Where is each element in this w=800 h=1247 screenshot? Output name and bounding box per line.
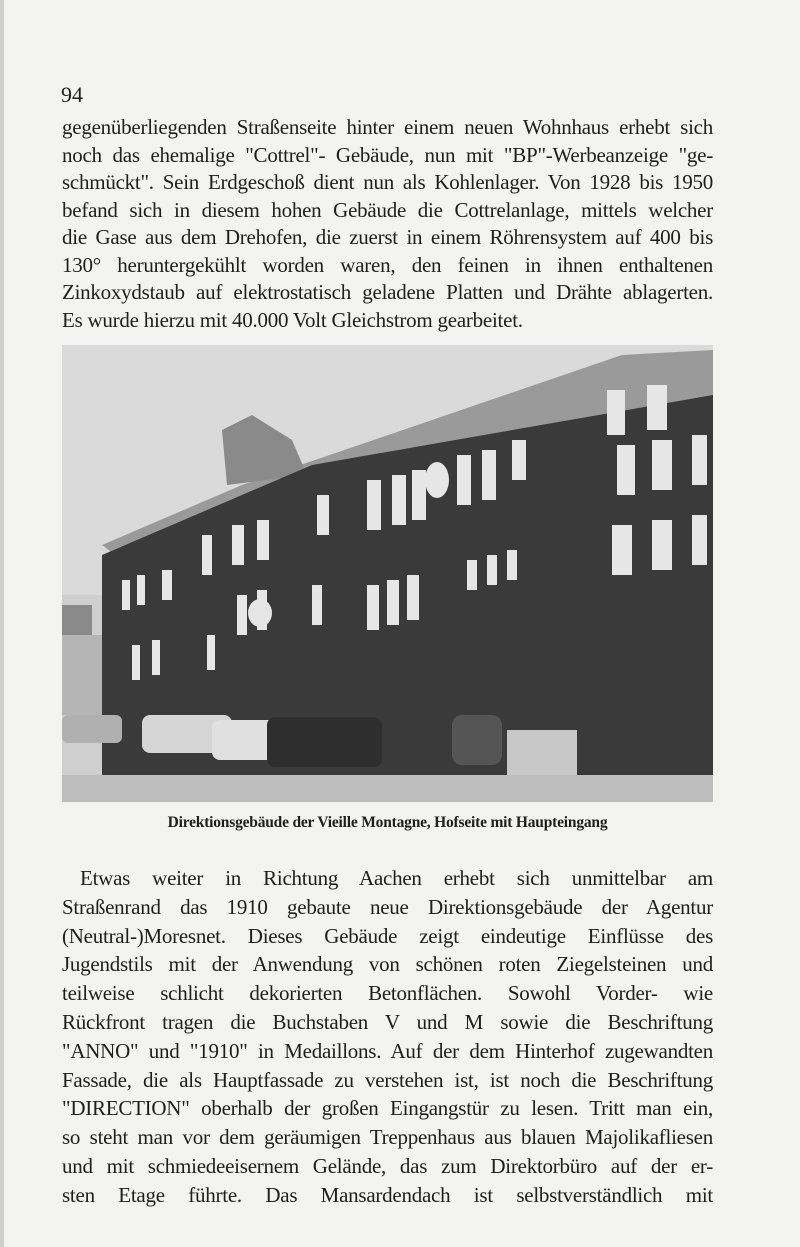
text-line: "ANNO" und "1910" in Medaillons. Auf der dem Hinterhof zugewandten <box>62 1038 713 1063</box>
text-line: befand sich in diesem hohen Gebäude die Cottrelanlage, mittels welcher <box>62 197 713 222</box>
text-line: Es wurde hierzu mit 40.000 Volt Gleichstrom gearbeitet. <box>62 307 523 332</box>
text-line: die Gase aus dem Drehofen, die zuerst in einem Röhrensystem auf 400 bis <box>62 225 713 249</box>
text-line: Rückfront tragen die Buchstaben V und M sowie die Beschriftung <box>62 1009 713 1034</box>
text-line: so steht man vor dem geräumigen Treppenhaus aus blauen Majolikafliesen <box>62 1125 713 1150</box>
text-line: Etwas weiter in Richtung Aachen erhebt sich unmittelbar am <box>80 866 713 890</box>
text-line: sten Etage führte. Das Mansardendach ist selbstverständlich mit <box>62 1182 713 1207</box>
text-line: (Neutral-)Moresnet. Dieses Gebäude zeigt eindeutige Einflüsse des <box>62 923 713 948</box>
text-line: Jugendstils mit der Anwendung von schönen roten Ziegelsteinen und <box>62 952 713 977</box>
text-line: Fassade, die als Hauptfassade zu verstehen ist, ist noch die Beschriftung <box>62 1067 713 1092</box>
text-line: Straßenrand das 1910 gebaute neue Direktionsgebäude der Agentur <box>62 894 713 919</box>
page-number: 94 <box>61 82 83 107</box>
figure-caption: Direktionsgebäude der Vieille Montagne, Hofseite mit Haupteingang <box>167 814 608 831</box>
text-line: Zinkoxydstaub auf elektrostatisch geladene Platten und Drähte ablagerten. <box>62 280 713 304</box>
text-line: noch das ehemalige "Cottrel"- Gebäude, nun mit "BP"-Werbeanzeige "ge- <box>62 142 713 167</box>
text-line: und mit schmiedeeisernem Gelände, das zum Direktorbüro auf der er- <box>62 1153 713 1178</box>
text-line: teilweise schlicht dekorierten Betonflächen. Sowohl Vorder- wie <box>62 981 713 1006</box>
text-line: "DIRECTION" oberhalb der großen Eingangstür zu lesen. Tritt man ein, <box>62 1096 713 1121</box>
text-line: schmückt". Sein Erdgeschoß dient nun als Kohlenlager. Von 1928 bis 1950 <box>62 170 713 194</box>
building-photo <box>62 345 713 802</box>
text-line: gegenüberliegenden Straßenseite hinter einem neuen Wohnhaus erhebt sich <box>62 115 713 139</box>
paragraph-1 <box>62 114 713 334</box>
paragraph-2 <box>62 864 713 1210</box>
text-line: 130° heruntergekühlt worden waren, den feinen in ihnen enthaltenen <box>62 252 713 277</box>
page-edge <box>0 0 4 1247</box>
